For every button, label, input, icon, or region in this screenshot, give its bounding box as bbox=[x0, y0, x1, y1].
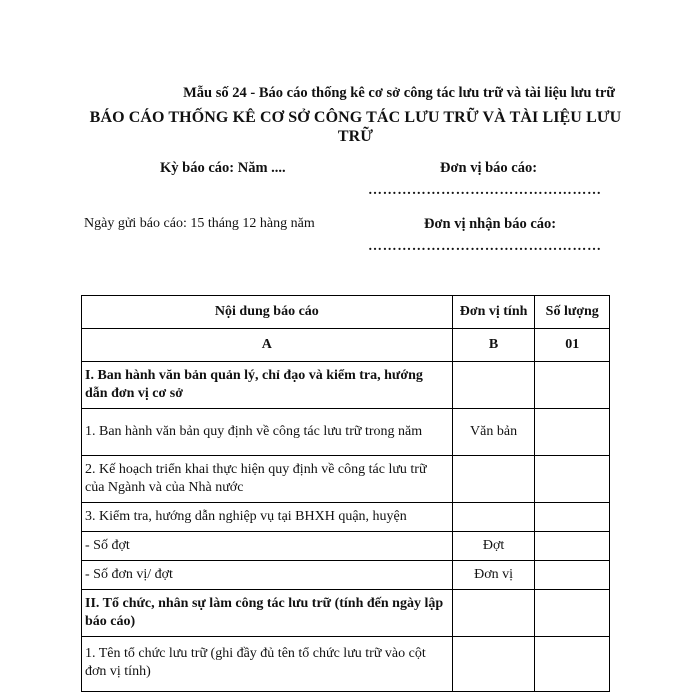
row-unit bbox=[452, 503, 535, 532]
row-quantity bbox=[535, 409, 610, 456]
receiving-unit-label: Đơn vị nhận báo cáo: bbox=[424, 216, 557, 232]
column-code-a: A bbox=[82, 329, 453, 362]
row-content: 2. Kế hoạch triển khai thực hiện quy định về công tác lưu trữ của Ngành và của Nhà nước bbox=[82, 456, 453, 503]
reporting-unit-blank: ………………………………………… bbox=[368, 183, 602, 198]
row-content: I. Ban hành văn bản quản lý, chỉ đạo và kiểm tra, hướng dẫn đơn vị cơ sở bbox=[82, 362, 453, 409]
form-number: Mẫu số 24 - Báo cáo thống kê cơ sở công tác lưu trữ và tài liệu lưu trữ bbox=[183, 85, 615, 101]
row-quantity bbox=[535, 532, 610, 561]
table-row bbox=[82, 456, 610, 503]
column-code-01: 01 bbox=[535, 329, 610, 362]
row-quantity bbox=[535, 590, 610, 637]
column-header-content: Nội dung báo cáo bbox=[82, 296, 453, 329]
table-row bbox=[82, 637, 610, 692]
table-row bbox=[82, 590, 610, 637]
table-code-row bbox=[82, 329, 610, 362]
table-row bbox=[82, 503, 610, 532]
row-unit: Đợt bbox=[452, 532, 535, 561]
report-period: Kỳ báo cáo: Năm .... bbox=[160, 160, 286, 176]
row-content: - Số đơn vị/ đợt bbox=[82, 561, 453, 590]
column-header-unit: Đơn vị tính bbox=[452, 296, 535, 329]
row-unit: Đơn vị bbox=[452, 561, 535, 590]
row-quantity bbox=[535, 637, 610, 692]
row-quantity bbox=[535, 362, 610, 409]
report-table bbox=[81, 295, 610, 692]
send-date: Ngày gửi báo cáo: 15 tháng 12 hàng năm bbox=[84, 216, 315, 231]
report-title: BÁO CÁO THỐNG KÊ CƠ SỞ CÔNG TÁC LƯU TRỮ VÀ TÀI LIỆU LƯU TRỮ bbox=[89, 109, 622, 145]
reporting-unit-label: Đơn vị báo cáo: bbox=[440, 160, 538, 176]
table-row bbox=[82, 409, 610, 456]
row-quantity bbox=[535, 456, 610, 503]
table-header-row bbox=[82, 296, 610, 329]
row-unit: Văn bản bbox=[452, 409, 535, 456]
row-unit bbox=[452, 362, 535, 409]
column-header-quantity: Số lượng bbox=[535, 296, 610, 329]
row-content: - Số đợt bbox=[82, 532, 453, 561]
row-quantity bbox=[535, 561, 610, 590]
row-content: 1. Ban hành văn bản quy định về công tác lưu trữ trong năm bbox=[82, 409, 453, 456]
row-unit bbox=[452, 456, 535, 503]
row-unit bbox=[452, 590, 535, 637]
table-row bbox=[82, 362, 610, 409]
column-code-b: B bbox=[452, 329, 535, 362]
row-unit bbox=[452, 637, 535, 692]
row-content: 1. Tên tổ chức lưu trữ (ghi đầy đủ tên tổ chức lưu trữ vào cột đơn vị tính) bbox=[82, 637, 453, 692]
table-row bbox=[82, 532, 610, 561]
row-content: 3. Kiểm tra, hướng dẫn nghiệp vụ tại BHXH quận, huyện bbox=[82, 503, 453, 532]
table-row bbox=[82, 561, 610, 590]
row-quantity bbox=[535, 503, 610, 532]
row-content: II. Tổ chức, nhân sự làm công tác lưu trữ (tính đến ngày lập báo cáo) bbox=[82, 590, 453, 637]
receiving-unit-blank: ………………………………………… bbox=[368, 239, 602, 254]
